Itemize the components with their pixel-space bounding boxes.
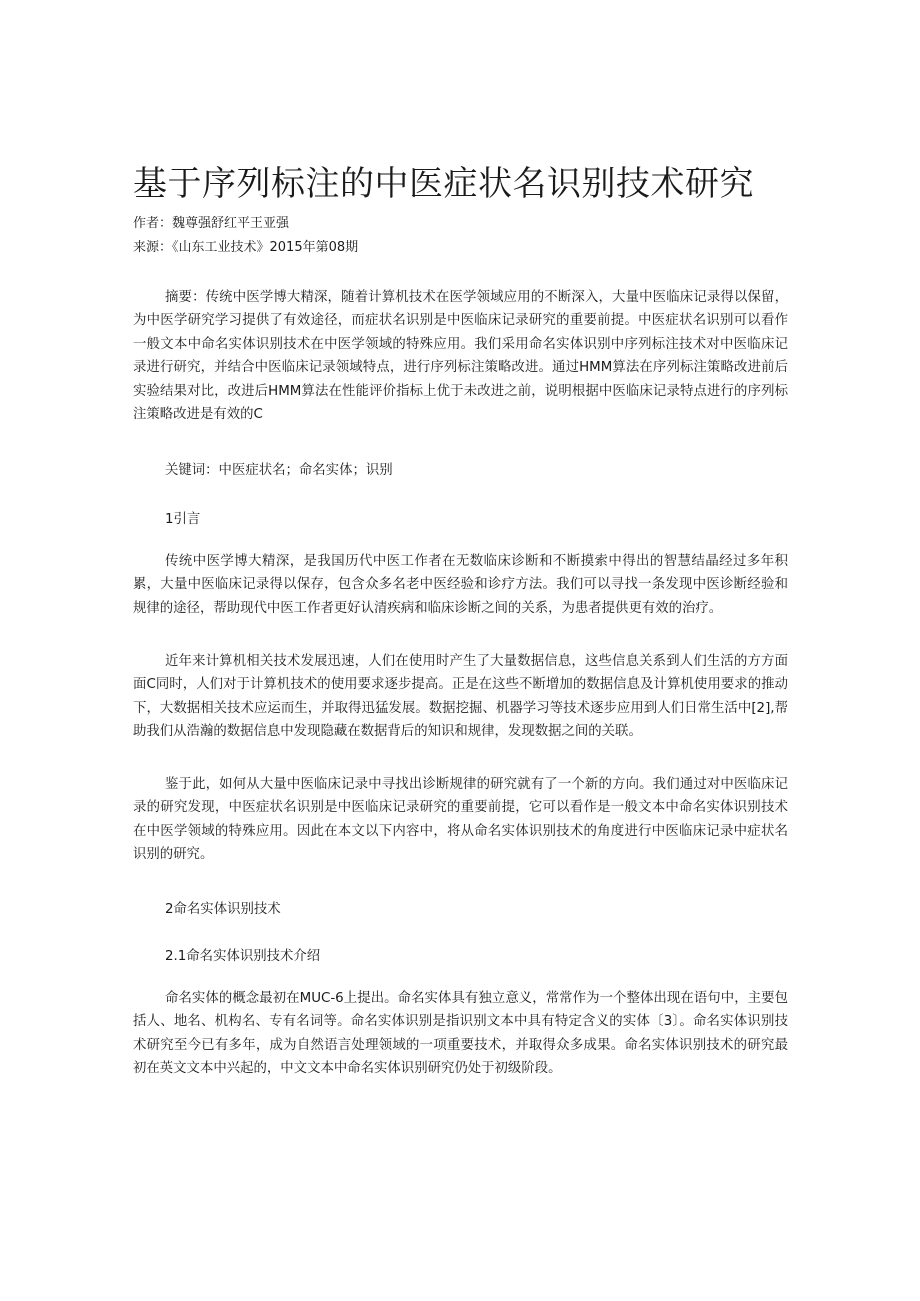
keywords-line: 关键词：中医症状名；命名实体；识别	[165, 463, 393, 478]
section-2-1-heading: 2.1命名实体识别技术介绍	[165, 949, 321, 964]
section-1-paragraph-3: 鉴于此，如何从大量中医临床记录中寻找出诊断规律的研究就有了一个新的方向。我们通过对中医临床记录的研究发现，中医症状名识别是中医临床记录研究的重要前提，它可以看作是一般文本中命名实体识别技术在中医学领域的特殊应用。因此在本文以下内容中，将从命名实体识别技术的角度进行中医临床记录中症状名识别的研究。	[133, 777, 788, 863]
section-2-1-paragraph-1: 命名实体的概念最初在MUC-6上提出。命名实体具有独立意义，常常作为一个整体出现在语句中，主要包括人、地名、机构名、专有名词等。命名实体识别是指识别文本中具有特定含义的实体〔3〕。命名实体识别技术研究至今已有多年，成为自然语言处理领域的一项重要技术，并取得众多成果。命名实体识别技术的研究最初在英文文本中兴起的，中文文本中命名实体识别研究仍处于初级阶段。	[133, 991, 788, 1077]
section-2-heading: 2命名实体识别技术	[165, 902, 281, 917]
source-line: 来源：《山东工业技术》2015年第08期	[133, 240, 359, 255]
section-1-heading: 1引言	[165, 512, 201, 527]
section-1-paragraph-2: 近年来计算机相关技术发展迅速，人们在使用时产生了大量数据信息，这些信息关系到人们生活的方方面面C同时，人们对于计算机技术的使用要求逐步提高。正是在这些不断增加的数据信息及计算机使用要求的推动下，大数据相关技术应运而生，并取得迅猛发展。数据挖掘、机器学习等技术逐步应用到人们日常生活中[2],帮助我们从浩瀚的数据信息中发现隐藏在数据背后的知识和规律，发现数据之间的关联。	[133, 654, 788, 740]
author-line: 作者：魏尊强舒红平王亚强	[133, 216, 290, 231]
abstract-paragraph: 摘要：传统中医学博大精深，随着计算机技术在医学领域应用的不断深入，大量中医临床记录得以保留，为中医学研究学习提供了有效途径，而症状名识别是中医临床记录研究的重要前提。中医症状名识别可以看作一般文本中命名实体识别技术在中医学领域的特殊应用。我们采用命名实体识别中序列标注技术对中医临床记录进行研究，并结合中医临床记录领域特点，进行序列标注策略改进。通过HMM算法在序列标注策略改进前后实验结果对比，改进后HMM算法在性能评价指标上优于未改进之前，说明根据中医临床记录特点进行的序列标注策略改进是有效的C	[133, 290, 788, 423]
article-title: 基于序列标注的中医症状名识别技术研究	[133, 164, 754, 204]
section-1-paragraph-1: 传统中医学博大精深，是我国历代中医工作者在无数临床诊断和不断摸索中得出的智慧结晶经过多年积累，大量中医临床记录得以保存，包含众多名老中医经验和诊疗方法。我们可以寻找一条发现中医诊断经验和规律的途径，帮助现代中医工作者更好认清疾病和临床诊断之间的关系，为患者提供更有效的治疗。	[133, 554, 788, 616]
